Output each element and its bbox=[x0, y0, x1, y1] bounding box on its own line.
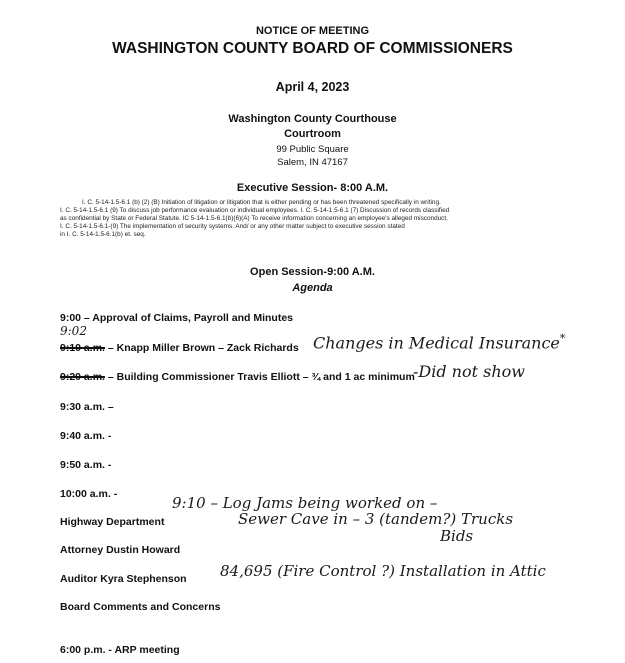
handwritten-no-show-note: -Did not show bbox=[413, 362, 525, 381]
agenda-item-auditor: Auditor Kyra Stephenson bbox=[60, 573, 187, 585]
agenda-item-930: 9:30 a.m. – bbox=[60, 401, 114, 413]
handwritten-time-correction: 9:02 bbox=[60, 324, 87, 338]
open-session-title: Open Session-9:00 A.M. bbox=[250, 266, 375, 278]
legal-line: I. C. 5-14-1.5-6.1 (b) (2) (B) Initiation of litigation or litigation that is either pending or has been threatened specifically in writing. bbox=[82, 199, 441, 206]
location-street: 99 Public Square bbox=[276, 144, 349, 155]
handwritten-highway-note-line3: Bids bbox=[440, 527, 474, 545]
handwritten-highway-note-line1: 9:10 – Log Jams being worked on – bbox=[172, 494, 438, 512]
handwritten-auditor-note: 84,695 (Fire Control ?) Installation in Attic bbox=[220, 562, 546, 580]
asterisk-mark: * bbox=[559, 332, 566, 345]
struck-time: 9:10 a.m. bbox=[60, 342, 105, 354]
agenda-item-board-comments: Board Comments and Concerns bbox=[60, 601, 221, 613]
legal-line: I. C. 5-14-1.5-6.1 (9) To discuss job performance evaluation or individual employees. I. C. 5-14-1.5-6.1 (7) Discussion of records classified bbox=[60, 207, 450, 214]
location-building: Washington County Courthouse bbox=[228, 113, 397, 125]
meeting-date: April 4, 2023 bbox=[275, 80, 350, 94]
location-city: Salem, IN 47167 bbox=[277, 157, 348, 168]
agenda-item-1000: 10:00 a.m. - bbox=[60, 488, 118, 500]
legal-line: I. C. 5-14-1.5-6.1-(9) The implementation of security systems. And/ or any other matter subject to executive session stated bbox=[60, 223, 405, 230]
legal-line: in I. C. 5-14-1.5-6.1(b) et. seq. bbox=[60, 231, 146, 238]
handwritten-medical-note bbox=[313, 332, 565, 352]
legal-line: as confidential by State or Federal Statute. IC 5-14-1.5-6.1(b)(6)(A) To receive information concerning an employee's alleged misconduct. bbox=[60, 215, 448, 222]
agenda-item-940: 9:40 a.m. - bbox=[60, 430, 112, 442]
agenda-item-knapp bbox=[60, 342, 299, 354]
struck-time: 9:20 a.m. bbox=[60, 371, 105, 383]
handwritten-highway-note-line2: Sewer Cave in – 3 (tandem?) Trucks bbox=[238, 510, 514, 528]
agenda-item-claims: 9:00 – Approval of Claims, Payroll and Minutes bbox=[60, 312, 294, 324]
agenda-item-highway: Highway Department bbox=[60, 516, 165, 528]
agenda-heading: Agenda bbox=[292, 282, 333, 294]
agenda-item-knapp-text: – Knapp Miller Brown – Zack Richards bbox=[107, 342, 299, 354]
agenda-item-building-commissioner bbox=[60, 371, 415, 383]
medical-note-text: Changes in Medical Insurance bbox=[313, 333, 560, 353]
agenda-item-attorney: Attorney Dustin Howard bbox=[60, 544, 181, 556]
location-room: Courtroom bbox=[284, 128, 341, 140]
agenda-item-950: 9:50 a.m. - bbox=[60, 459, 112, 471]
board-title: WASHINGTON COUNTY BOARD OF COMMISSIONERS bbox=[112, 40, 513, 57]
executive-session-title: Executive Session- 8:00 A.M. bbox=[236, 182, 389, 194]
agenda-item-arp-meeting: 6:00 p.m. - ARP meeting bbox=[60, 644, 180, 656]
notice-heading: NOTICE OF MEETING bbox=[255, 25, 370, 37]
agenda-item-building-text: – Building Commissioner Travis Elliott – ¾ and 1 ac minimum bbox=[107, 371, 415, 383]
